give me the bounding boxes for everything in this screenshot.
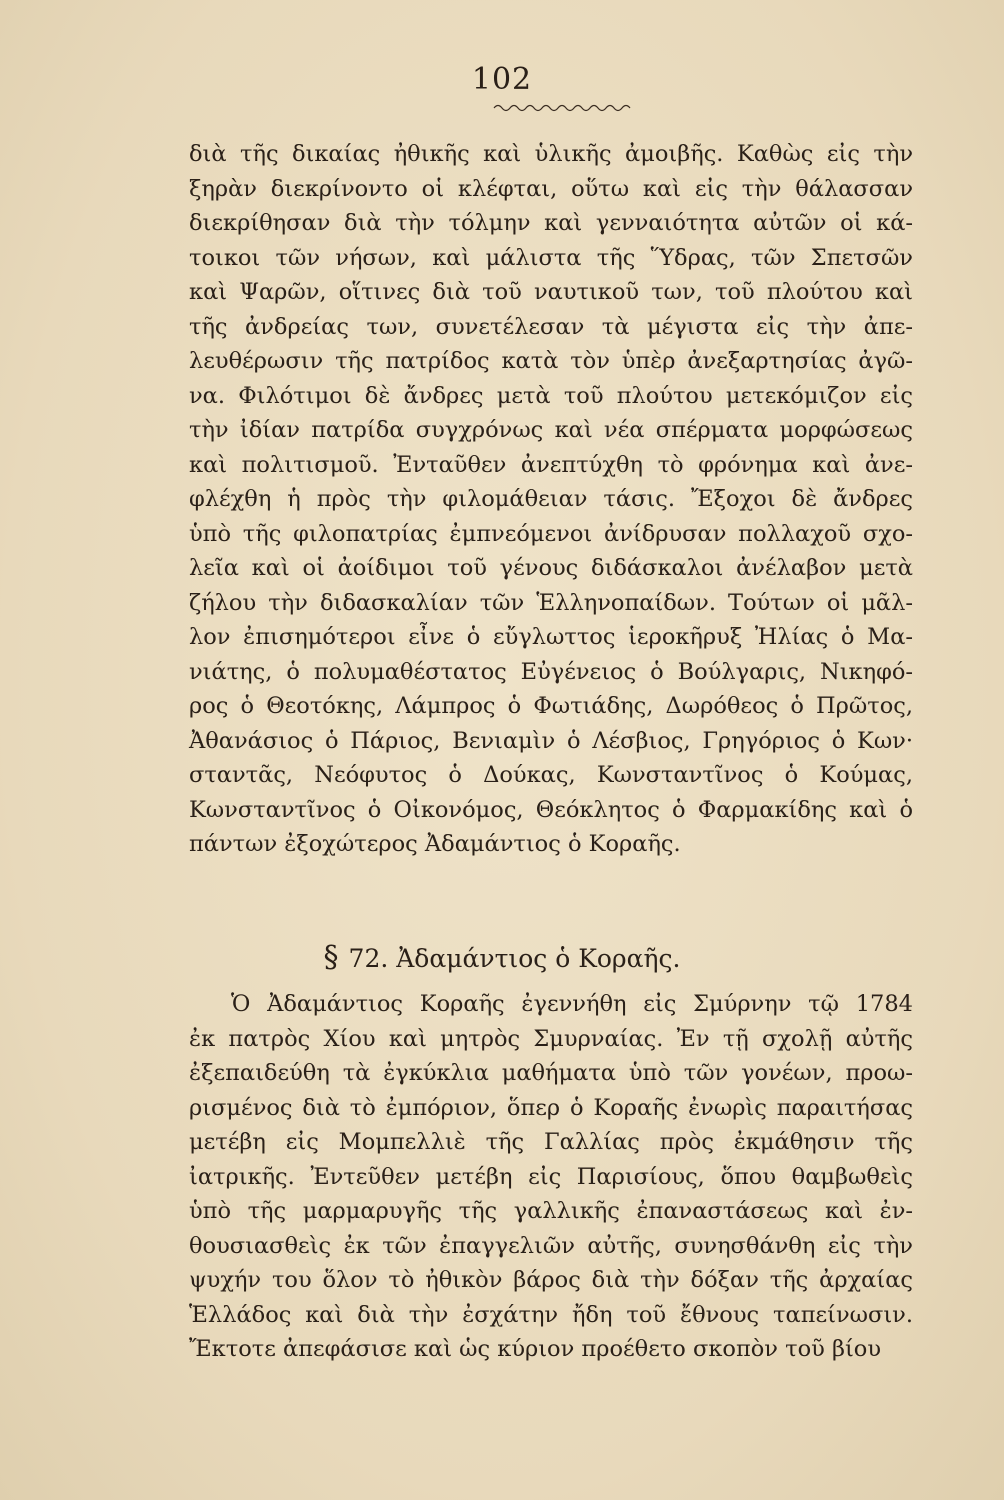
section-title: 72. Ἀδαμάντιος ὁ Κοραῆς. — [348, 944, 681, 973]
section-heading — [0, 940, 1004, 975]
text-line: ξηρὰν διεκρίνοντο οἱ κλέφται, οὕτω καὶ εἰς τὴν θάλασσαν — [189, 175, 913, 202]
text-line: νιάτης, ὁ πολυμαθέστατος Εὐγένειος ὁ Βούλγαρις, Νικηφό- — [189, 658, 913, 685]
text-line: ἰατρικῆς. Ἐντεῦθεν μετέβη εἰς Παρισίους, ὅπου θαμβωθεὶς — [189, 1163, 913, 1190]
text-line: φλέχθη ἡ πρὸς τὴν φιλομάθειαν τάσις. Ἔξοχοι δὲ ἄνδρες — [189, 486, 913, 512]
text-line: λον ἐπισημότεροι εἶνε ὁ εὔγλωττος ἱεροκῆρυξ Ἠλίας ὁ Μα- — [189, 624, 913, 650]
text-line: τὴν ἰδίαν πατρίδα συγχρόνως καὶ νέα σπέρματα μορφώσεως — [189, 417, 913, 443]
text-line: πάντων ἐξοχώτερος Ἀδαμάντιος ὁ Κοραῆς. — [189, 831, 681, 857]
text-line: ρισμένος διὰ τὸ ἐμπόριον, ὅπερ ὁ Κοραῆς ἐνωρὶς παραιτήσας — [189, 1094, 913, 1121]
text-line: σταντᾶς, Νεόφυτος ὁ Δούκας, Κωνσταντῖνος ὁ Κούμας, — [189, 762, 913, 788]
text-line: λεῖα καὶ οἱ ἀοίδιμοι τοῦ γένους διδάσκαλοι ἀνέλαβον μετὰ — [189, 555, 913, 581]
text-line: καὶ Ψαρῶν, οἵτινες διὰ τοῦ ναυτικοῦ των, τοῦ πλούτου καὶ — [189, 279, 913, 305]
paragraph-2 — [189, 987, 913, 1367]
text-line: λευθέρωσιν τῆς πατρίδος κατὰ τὸν ὑπὲρ ἀνεξαρτησίας ἀγῶ- — [189, 348, 913, 374]
text-line: διεκρίθησαν διὰ τὴν τόλμην καὶ γενναιότητα αὐτῶν οἱ κά- — [189, 210, 913, 236]
text-line: καὶ πολιτισμοῦ. Ἐνταῦθεν ἀνεπτύχθη τὸ φρόνημα καὶ ἀνε- — [189, 451, 913, 478]
text-line: ἐκ πατρὸς Χίου καὶ μητρὸς Σμυρναίας. Ἐν τῇ σχολῇ αὐτῆς — [189, 1025, 913, 1052]
text-line: ἐξεπαιδεύθη τὰ ἐγκύκλια μαθήματα ὑπὸ τῶν γονέων, προω- — [189, 1060, 913, 1086]
text-line: Ἑλλάδος καὶ διὰ τὴν ἐσχάτην ἤδη τοῦ ἔθνους ταπείνωσιν. — [189, 1301, 913, 1328]
text-line: Ἀθανάσιος ὁ Πάριος, Βενιαμὶν ὁ Λέσβιος, Γρηγόριος ὁ Κων· — [189, 727, 913, 754]
text-line: ζήλου τὴν διδασκαλίαν τῶν Ἑλληνοπαίδων. Τούτων οἱ μᾶλ- — [189, 589, 913, 616]
text-line: Ὁ Ἀδαμάντιος Κοραῆς ἐγεννήθη εἰς Σμύρνην τῷ 1784 — [231, 991, 913, 1017]
text-line: Κωνσταντῖνος ὁ Οἰκονόμος, Θεόκλητος ὁ Φαρμακίδης καὶ ὁ — [189, 796, 913, 823]
paragraph-1 — [189, 137, 913, 862]
page-number: 102 — [471, 62, 533, 97]
text-line: ρος ὁ Θεοτόκης, Λάμπρος ὁ Φωτιάδης, Δωρόθεος ὁ Πρῶτος, — [189, 693, 913, 719]
text-line: Ἔκτοτε ἀπεφάσισε καὶ ὡς κύριον προέθετο σκοπὸν τοῦ βίου — [189, 1336, 882, 1362]
text-line: ψυχήν του ὅλον τὸ ἠθικὸν βάρος διὰ τὴν δόξαν τῆς ἀρχαίας — [189, 1267, 913, 1293]
text-line: ὑπὸ τῆς μαρμαρυγῆς τῆς γαλλικῆς ἐπαναστάσεως καὶ ἐν- — [189, 1198, 913, 1224]
wavy-rule-ornament — [492, 102, 632, 114]
section-mark: § — [323, 940, 339, 975]
text-line: να. Φιλότιμοι δὲ ἄνδρες μετὰ τοῦ πλούτου μετεκόμιζον εἰς — [189, 382, 913, 409]
text-line: μετέβη εἰς Μομπελλιὲ τῆς Γαλλίας πρὸς ἐκμάθησιν τῆς — [189, 1129, 913, 1155]
text-line: διὰ τῆς δικαίας ἠθικῆς καὶ ὑλικῆς ἀμοιβῆς. Καθὼς εἰς τὴν — [189, 141, 913, 167]
text-line: ὑπὸ τῆς φιλοπατρίας ἐμπνεόμενοι ἀνίδρυσαν πολλαχοῦ σχο- — [189, 520, 913, 547]
text-line: θουσιασθεὶς ἐκ τῶν ἐπαγγελιῶν αὐτῆς, συνησθάνθη εἰς τὴν — [189, 1232, 913, 1259]
text-line: τῆς ἀνδρείας των, συνετέλεσαν τὰ μέγιστα εἰς τὴν ἀπε- — [189, 313, 913, 340]
text-line: τοικοι τῶν νήσων, καὶ μάλιστα τῆς Ὕδρας, τῶν Σπετσῶν — [189, 244, 913, 271]
